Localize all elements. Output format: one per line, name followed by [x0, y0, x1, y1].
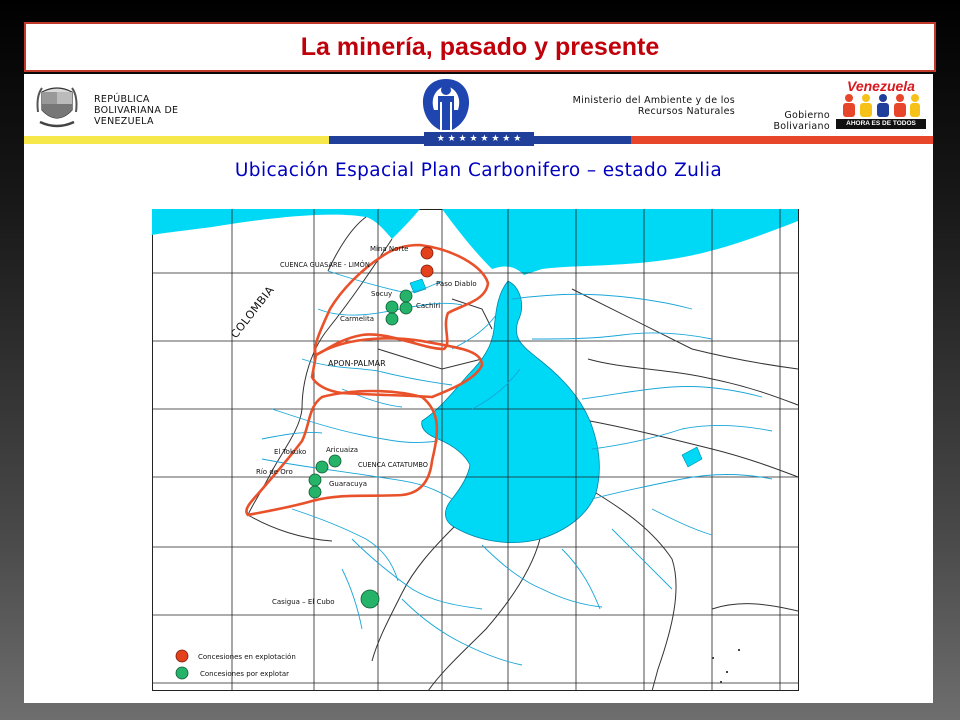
slide-content	[24, 74, 933, 703]
ministry-line: Recursos Naturales	[637, 106, 735, 117]
basin-label-catatumbo: CUENCA CATATUMBO	[358, 461, 428, 469]
legend-exploited-label: Concesiones en explotación	[198, 653, 296, 661]
brand-slogan: AHORA ES DE TODOS	[836, 119, 926, 129]
venezuela-brand-logo	[836, 78, 926, 130]
republic-line: BOLIVARIANA DE	[94, 105, 179, 116]
zulia-map	[152, 209, 799, 691]
marker-carmelita[interactable]	[386, 313, 398, 325]
site-label-el-tokuko: El Tokuko	[274, 448, 307, 456]
marker-rio-de-oro[interactable]	[309, 474, 321, 486]
gobierno-line: Gobierno	[784, 110, 830, 121]
site-label-paso-diablo: Paso Diablo	[436, 280, 477, 288]
people-icon	[840, 93, 922, 119]
ministry-line: Ministerio del Ambiente y de los	[572, 95, 735, 106]
gobierno-line: Bolivariano	[773, 121, 830, 132]
stripe-yellow	[24, 136, 329, 144]
country-label: COLOMBIA	[228, 283, 277, 341]
site-label-socuy: Socuy	[371, 290, 393, 298]
site-label-rio-de-oro: Río de Oro	[256, 468, 293, 476]
site-label-casigua: Casigua – El Cubo	[272, 598, 335, 606]
site-label-aricuaiza: Aricuaiza	[326, 446, 359, 454]
republic-line: VENEZUELA	[94, 116, 154, 127]
map-title: Ubicación Espacial Plan Carbonifero – estado Zulia	[234, 160, 723, 181]
site-label-cachiri: Cachiri	[416, 302, 441, 310]
legend-to-exploit-label: Concesiones por explotar	[200, 670, 289, 678]
ministry-logo-icon	[414, 76, 478, 136]
republic-text	[94, 94, 178, 127]
site-label-carmelita: Carmelita	[340, 315, 374, 323]
marker-guaracuya[interactable]	[309, 486, 321, 498]
basin-label-apon-palmar: APON-PALMAR	[328, 359, 386, 368]
marker-aricuaiza[interactable]	[329, 455, 341, 467]
brand-name: Venezuela	[847, 78, 915, 94]
marker-el-tokuko[interactable]	[316, 461, 328, 473]
marker-cachiri-2[interactable]	[386, 301, 398, 313]
marker-mina-norte[interactable]	[421, 247, 433, 259]
marker-cachiri[interactable]	[400, 302, 412, 314]
stripe-red	[631, 136, 933, 144]
legend-exploited-marker	[176, 650, 188, 662]
slide-title-box	[24, 22, 936, 72]
site-label-guaracuya: Guaracuya	[329, 480, 368, 488]
gobierno-text	[764, 110, 830, 132]
stars-row: ★ ★ ★ ★ ★ ★ ★ ★	[424, 132, 534, 146]
marker-paso-diablo[interactable]	[421, 265, 433, 277]
republic-line: REPÚBLICA	[94, 94, 150, 105]
site-label-mina-norte: Mina Norte	[370, 245, 409, 253]
ministry-text	[572, 95, 735, 117]
legend-to-exploit-marker	[176, 667, 188, 679]
marker-casigua-el-cubo[interactable]	[361, 590, 379, 608]
marker-socuy[interactable]	[400, 290, 412, 302]
coat-of-arms-icon	[34, 82, 80, 130]
slide-title: La minería, pasado y presente	[300, 32, 660, 61]
basin-label-guasare: CUENCA GUASARE - LIMÓN	[280, 261, 370, 269]
